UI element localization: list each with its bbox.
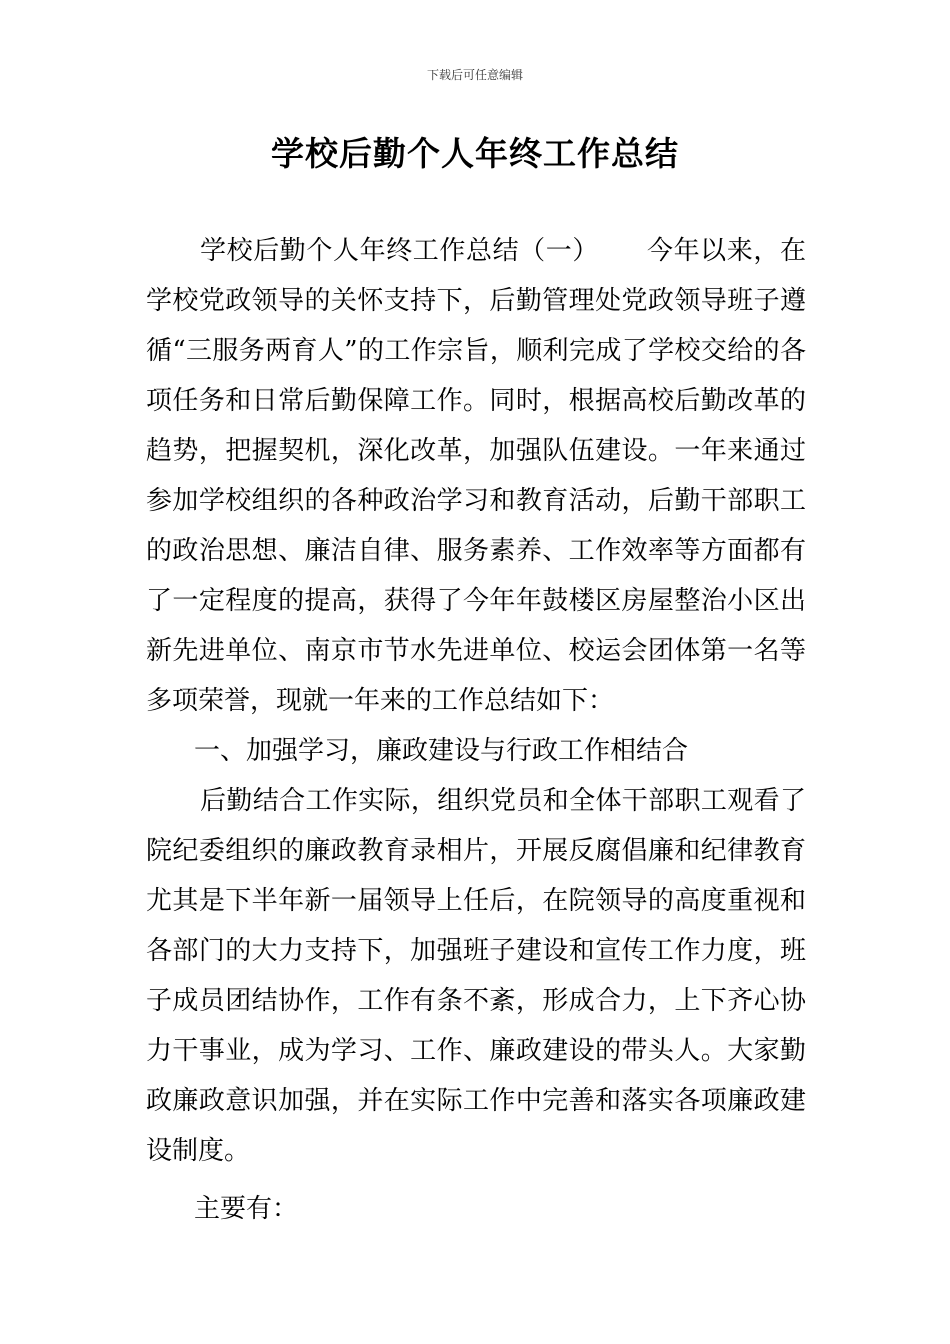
document-title: 学校后勤个人年终工作总结	[271, 134, 679, 173]
section-1-paragraph: 后勤结合工作实际，组织党员和全体干部职工观看了院纪委组织的廉政教育录相片，开展反腐倡廉和纪律教育尤其是下半年新一届领导上任后，在院领导的高度重视和各部门的大力支持下，加强班子建设和宣传工作力度，班子成员团结协作，工作有条不紊，形成合力，上下齐心协力干事业，成为学习、工作、廉政建设的带头人。大家勤政廉政意识加强，并在实际工作中完善和落实各项廉政建设制度。	[146, 786, 806, 1166]
section-1-heading: 一、加强学习，廉政建设与行政工作相结合	[194, 736, 689, 766]
main-items-label: 主要有：	[194, 1194, 299, 1224]
document-body	[146, 226, 806, 1234]
intro-label: 学校后勤个人年终工作总结（一）	[200, 236, 599, 266]
header-note: 下载后可任意编辑	[426, 68, 523, 82]
intro-paragraph	[146, 226, 806, 726]
intro-text: 今年以来，在学校党政领导的关怀支持下，后勤管理处党政领导班子遵循“三服务两育人”的工作宗旨，顺利完成了学校交给的各项任务和日常后勤保障工作。同时，根据高校后勤改革的趋势，把握契机，深化改革，加强队伍建设。一年来通过参加学校组织的各种政治学习和教育活动，后勤干部职工的政治思想、廉洁自律、服务素养、工作效率等方面都有了一定程度的提高，获得了今年年鼓楼区房屋整治小区出新先进单位、南京市节水先进单位、校运会团体第一名等多项荣誉，现就一年来的工作总结如下：	[146, 236, 806, 716]
